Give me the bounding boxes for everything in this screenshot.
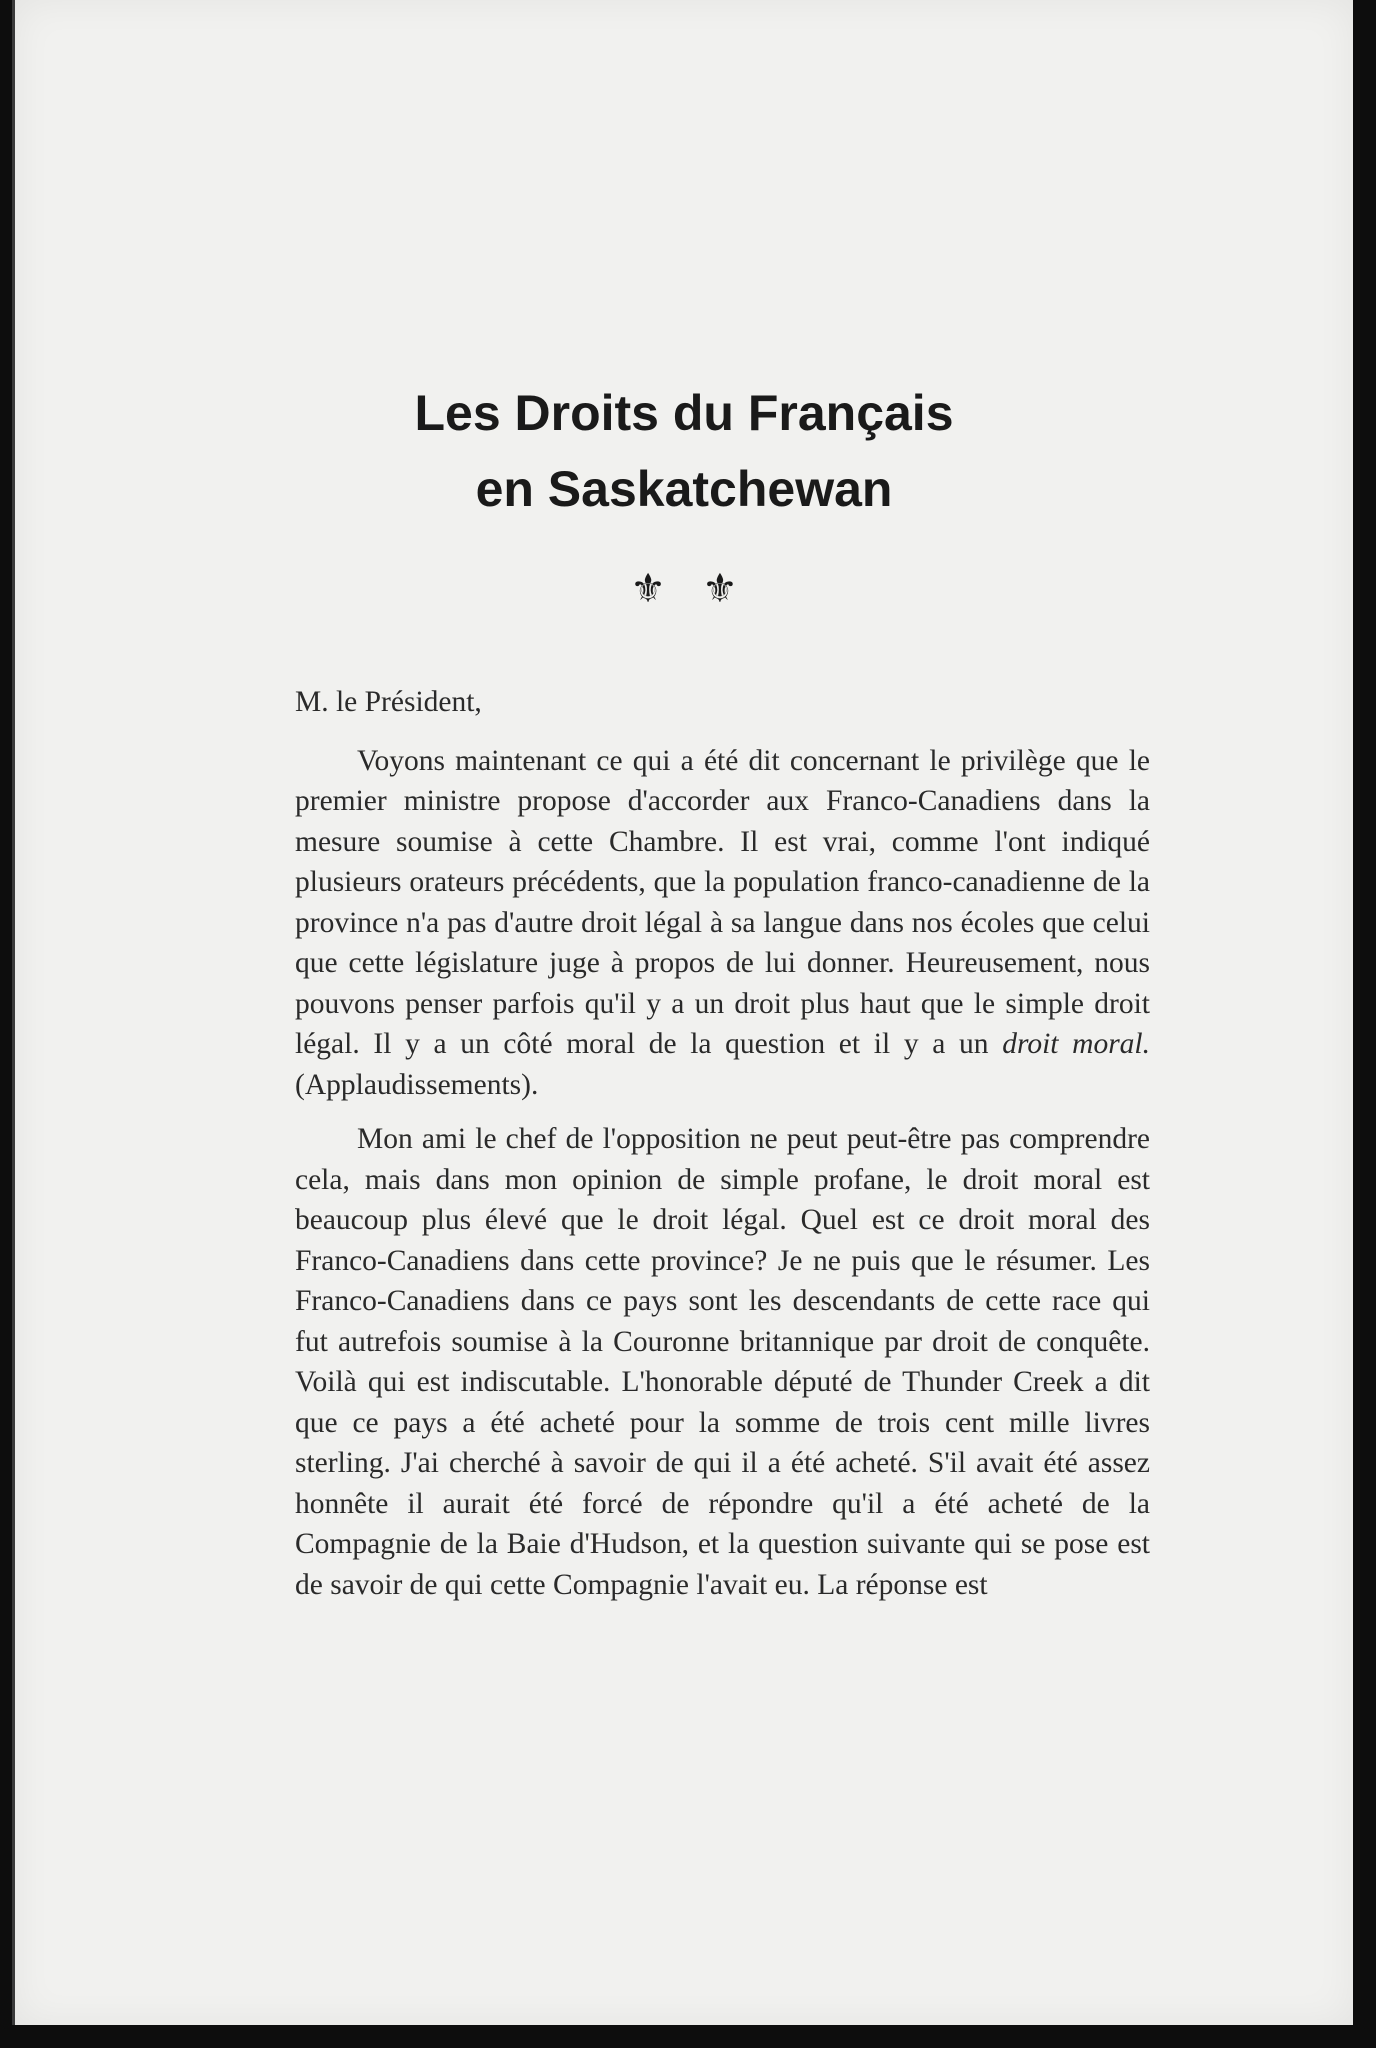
fleur-de-lis-icon: ⚜ — [702, 566, 774, 611]
fleur-de-lis-ornaments — [15, 565, 1353, 612]
paragraph-1-italic: droit moral. — [1002, 1028, 1150, 1060]
paragraph-1 — [295, 741, 1150, 1106]
title-line-2: en Saskatchewan — [475, 461, 893, 517]
paragraph-1-text: Voyons maintenant ce qui a été dit concernant le privilège que le premier ministre propose d'accorder aux Franco-Canadiens dans la mesure soumise à cette Chambre. Il est vrai, comme l'ont indiqué plusieurs orateurs précédents, que la population franco-canadienne de la province n'a pas d'autre droit légal à sa langue dans nos écoles que celui que cette législature juge à propos de lui donner. Heureusement, nous pouvons penser parfois qu'il y a un droit plus haut que le simple droit légal. Il y a un côté moral de la question et il y a un — [295, 744, 1150, 1060]
salutation: M. le Président, — [295, 686, 482, 718]
title-line-1: Les Droits du Français — [414, 385, 954, 441]
paragraph-2: Mon ami le chef de l'opposition ne peut peut-être pas comprendre cela, mais dans mon opinion de simple profane, le droit moral est beaucoup plus élevé que le droit légal. Quel est ce droit moral des Franco-Canadiens dans cette province? Je ne puis que le résumer. Les Franco-Canadiens dans ce pays sont les descendants de cette race qui fut autrefois soumise à la Couronne britannique par droit de conquête. Voilà qui est indiscutable. L'honorable député de Thunder Creek a dit que ce pays a été acheté pour la somme de trois cent mille livres sterling. J'ai cherché à savoir de qui il a été acheté. S'il avait été assez honnête il aurait été forcé de répondre qu'il a été acheté de la Compagnie de la Baie d'Hudson, et la question suivante qui se pose est de savoir de qui cette Compagnie l'avait eu. La réponse est — [295, 1123, 1150, 1601]
paragraph-1-end: (Applaudissements). — [295, 1068, 539, 1101]
body-text — [295, 682, 1150, 1619]
fleur-de-lis-icon: ⚜ — [630, 566, 702, 611]
page-title — [15, 375, 1353, 527]
book-page — [12, 0, 1353, 2025]
